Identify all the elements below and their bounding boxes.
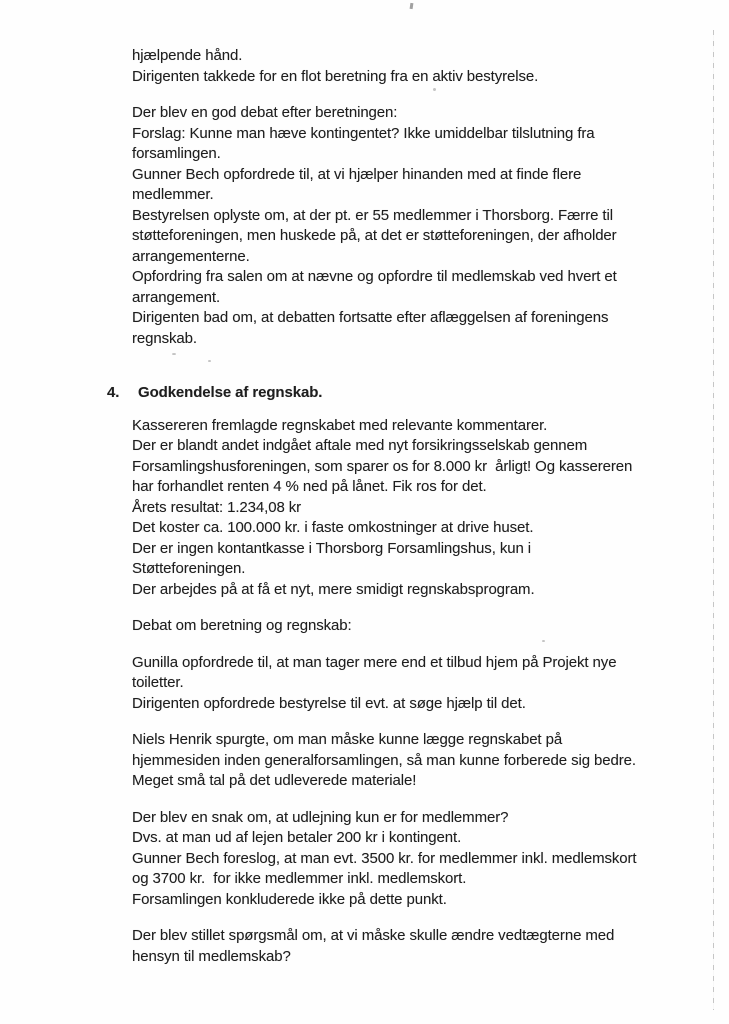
text-line: Gunilla opfordrede til, at man tager mere end et tilbud hjem på Projekt nye [132, 653, 617, 671]
text-line: forsamlingen. [132, 145, 221, 162]
scan-mark-icon [410, 3, 414, 9]
document-content [107, 46, 724, 967]
text-line: hensyn til medlemskab? [132, 947, 291, 965]
text-line: Der er blandt andet indgået aftale med nyt forsikringsselskab gennem [132, 437, 588, 454]
text-line: Støtteforeningen. [132, 560, 246, 577]
text-line: arrangement. [132, 288, 221, 306]
text-line: Det koster ca. 100.000 kr. i faste omkostninger at drive huset. [132, 519, 534, 536]
text-line: Der arbejdes på at få et nyt, mere smidigt regnskabsprogram. [132, 580, 535, 598]
text-line: toiletter. [132, 674, 184, 691]
text-line: Kassereren fremlagde regnskabet med relevante kommentarer. [132, 416, 548, 434]
text-line: Debat om beretning og regnskab: [132, 617, 352, 634]
text-line: Forsamlingen konkluderede ikke på dette punkt. [132, 890, 447, 908]
text-line: Meget små tal på det udleverede materiale! [132, 772, 417, 789]
text-line: hjælpende hånd. [132, 47, 243, 64]
paragraph [132, 808, 724, 911]
text-line: Forsamlingshusforeningen, som sparer os for 8.000 kr årligt! Og kassereren [132, 457, 633, 475]
text-line: støtteforeningen, men huskede på, at det er støtteforeningen, der afholder [132, 227, 617, 244]
section-number: 4. [107, 384, 120, 401]
text-line: hjemmesiden inden generalforsamlingen, så man kunne forberede sig bedre. [132, 751, 636, 769]
text-line: Der blev stillet spørgsmål om, at vi måske skulle ændre vedtægterne med [132, 927, 615, 944]
text-line: Årets resultat: 1.234,08 kr [132, 498, 302, 516]
text-line: regnskab. [132, 329, 197, 347]
text-line: medlemmer. [132, 186, 214, 203]
text-line: Niels Henrik spurgte, om man måske kunne lægge regnskabet på [132, 731, 563, 748]
paragraph [132, 103, 724, 349]
paragraph [132, 926, 724, 967]
text-line: Forslag: Kunne man hæve kontingentet? Ikke umiddelbar tilslutning fra [132, 124, 595, 142]
text-line: Opfordring fra salen om at nævne og opfordre til medlemskab ved hvert et [132, 268, 617, 285]
section-heading [107, 383, 724, 404]
text-line: Dirigenten takkede for en flot beretning fra en aktiv bestyrelse. [132, 67, 539, 85]
text-line: Dirigenten bad om, at debatten fortsatte efter aflæggelsen af foreningens [132, 309, 609, 326]
text-line: Der blev en snak om, at udlejning kun er for medlemmer? [132, 808, 509, 826]
text-line: Gunner Bech foreslog, at man evt. 3500 kr. for medlemmer inkl. medlemskort [132, 849, 637, 867]
text-line: Bestyrelsen oplyste om, at der pt. er 55 medlemmer i Thorsborg. Færre til [132, 206, 613, 224]
text-line: Der er ingen kontantkasse i Thorsborg Forsamlingshus, kun i [132, 539, 532, 557]
text-line: har forhandlet renten 4 % ned på lånet. Fik ros for det. [132, 478, 487, 495]
paragraph [132, 46, 724, 87]
paragraph [132, 730, 724, 792]
text-line: Dvs. at man ud af lejen betaler 200 kr i kontingent. [132, 829, 462, 846]
paragraph [132, 653, 724, 715]
paragraph [132, 416, 724, 601]
text-line: og 3700 kr. for ikke medlemmer inkl. medlemskort. [132, 870, 467, 887]
text-line: Dirigenten opfordrede bestyrelse til evt. at søge hjælp til det. [132, 694, 526, 712]
paragraph [132, 616, 724, 637]
text-line: arrangementerne. [132, 247, 250, 265]
section-title: Godkendelse af regnskab. [138, 384, 323, 401]
text-line: Der blev en god debat efter beretningen: [132, 104, 398, 121]
text-line: Gunner Bech opfordrede til, at vi hjælper hinanden med at finde flere [132, 165, 582, 183]
